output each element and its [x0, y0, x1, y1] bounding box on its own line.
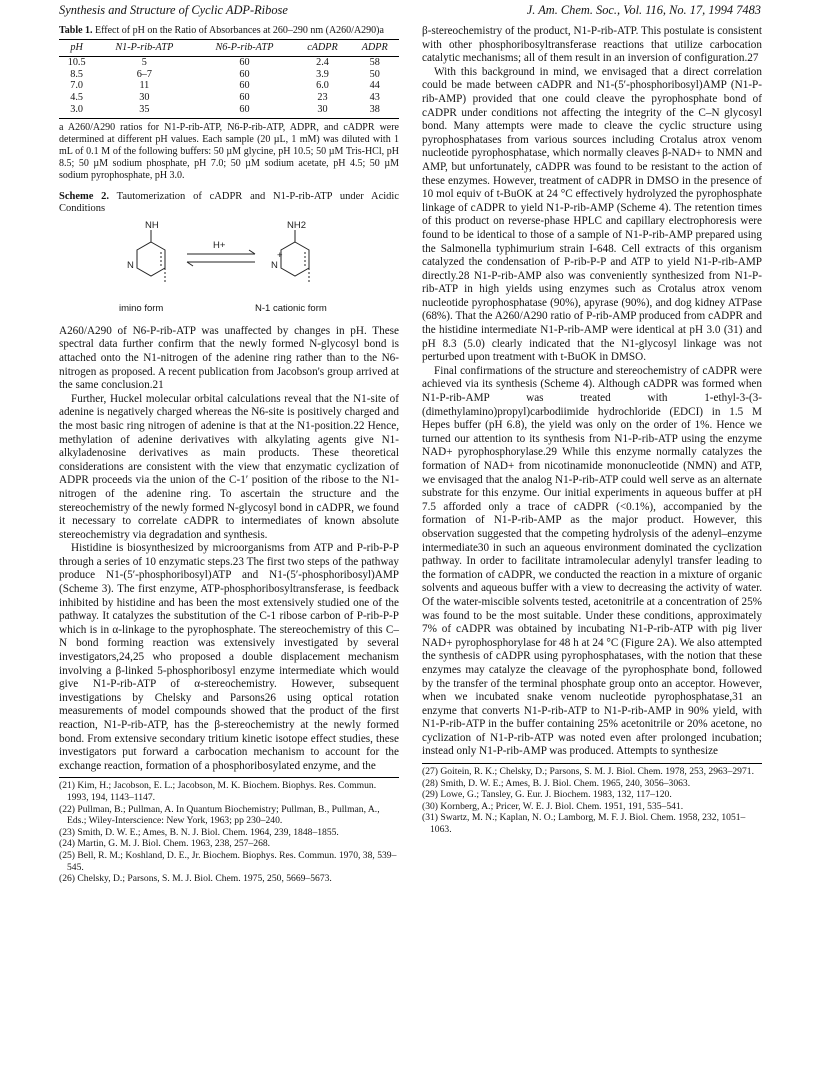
table-cell: 6–7: [136, 68, 152, 80]
imino-nh-label: NH: [145, 219, 159, 231]
scheme-caption: [59, 191, 399, 216]
reference-28: (28) Smith, D. W. E.; Ames, B. J. Biol. Chem. 1965, 240, 3056–3063.: [422, 777, 691, 789]
left-paragraph-2: Further, Huckel molecular orbital calculations reveal that the N1-site of adenine is negatively charged whereas the N6-site is positively charged and the most basic ring nitrogen of adenine is that at the N1-position.22 Hence, methylation of adenine derivatives with alkylating agents give N1-alkyladenosine derivatives as main products. These theoretical considerations are consistent with the view that enzymatic cyclization of ADPR proceeds via the union of the C-1′ position of the ribose to the N1-nitrogen of the adenine ring. To ascertain the structure and the stereochemistry of the newly formed N-glycosyl bond in cADPR, we found it necessary to correlate cADPR to intermediates of known absolute stereochemistry via degradation and synthesis.: [59, 392, 399, 541]
table-cell: 60: [239, 80, 250, 92]
reference-30: (30) Kornberg, A.; Pricer, W. E. J. Biol. Chem. 1951, 191, 535–541.: [422, 800, 684, 812]
right-paragraph-3: Final confirmations of the structure and stereochemistry of cADPR were achieved via its synthesis (Scheme 4). Although cADPR was formed when N1-P-rib-AMP was treated with 1-ethyl-3-(3-(dimethylamino)propyl)carbodiimide hydrochloride (EDCI) in 1.5 M Hepes buffer (pH 6.8), the yield was only on the order of 1%. Hence we turned our attention to its synthesis from N1-P-rib-ATP using the enzyme NAD+ pyrophosphorylase.29 While this enzyme normally catalyzes the formation of NAD+ from nicotinamide mononucleotide (NMN) and ATP, we envisaged that the analog N1-P-rib-ATP could well serve as an alternate substrate for this enzyme. Our initial experiments in aqueous buffer at pH 7.5 afforded only a trace of cADPR (<0.1%), accompanied by the formation of N1-P-rib-AMP as the major product. However, this observation suggested that the competing hydrolysis of the adenyl–enzyme intermediate30 in such an aqueous environment dominated the cyclization pathway. In order to facilitate intramolecular adenylyl transfer leading to the formation of cADPR, we conducted the reaction in a mixture of organic solvents and aqueous buffer with a view to decreasing the activity of water. Of the water-miscible solvents tested, acetonitrile at a concentration of 25% was found to be the most suitable. Under these conditions, approximately 7% of cADPR was obtained by incubating N1-P-rib-ATP with pig liver NAD+ pyrophosphorylase for 48 h at 24 °C (Figure 2A). We also attempted the synthesis of cADPR using pyrophosphatases, with the notion that these enzymes may catalyze the cleavage of the pyrophosphate bond, followed by the transfer of the terminal phosphate group onto an acceptor. However, when we incubated snake venom nucleotide pyrophosphatase,31 an enzyme that converts N1-P-rib-ATP to N1-P-rib-AMP in 90% yield, with N1-P-rib-ATP in the buffer containing 25% acetonitrile or 20% acetone, no cyclization of N1-P-rib-ATP was noted even after prolonged incubation; instead only N1-P-rib-AMP was produced. Attempts to synthesize: [422, 364, 762, 758]
ph-ratio-table: [59, 39, 399, 119]
header-title: Synthesis and Structure of Cyclic ADP-Ribose: [59, 3, 288, 17]
column-header: ADPR: [350, 40, 399, 57]
table-cell: 4.5: [70, 92, 83, 104]
reference-31: (31) Swartz, M. N.; Kaplan, N. O.; Lamborg, M. F. J. Biol. Chem. 1958, 232, 1051–1063.: [422, 812, 746, 836]
header-journal: J. Am. Chem. Soc., Vol. 116, No. 17, 1994 7483: [526, 3, 761, 17]
positive-charge: +: [277, 249, 283, 261]
column-header: N1-P-rib-ATP: [94, 40, 194, 57]
reference-24: (24) Martin, G. M. J. Biol. Chem. 1963, 238, 257–268.: [59, 838, 271, 850]
column-header: cADPR: [295, 40, 351, 57]
table-cell: 60: [239, 56, 250, 68]
table-cell: 30: [295, 104, 351, 118]
table-cell: 23: [317, 92, 328, 104]
table-row: [59, 80, 399, 92]
right-paragraph-2: With this background in mind, we envisaged that a direct correlation could be made between cADPR and N1-(5′-phosphoribosyl)AMP (N1-P-rib-AMP) provided that one could cleave the pyrophosphate bond of cADPR under conditions not affecting the integrity of the C–N glycosyl bond. Many attempts were made to cleave the cyclic structure using pyrophosphatases from various sources including Crotalus atrox venom nucleotide pyrophosphatase, which normally cleaves β-NAD+ to NMN and AMP, but unfortunately, cADPR was found to be resistant to the action of these enzymes. However, treatment of cADPR in DMSO in the presence of 10 mol equiv of t-BuOK at 24 °C effectively hydrolyzed the pyrophosphate linkage of cADPR to yield N1-P-rib-AMP (Scheme 4). The retention times of this product on reverse-phase HPLC and capillary electrophoresis were found to be identical to those of a sample of N1-P-rib-AMP prepared using the Salmonella typhimurium strain I-648. Cell extracts of this organism catalyzed the condensation of P-rib-P-P and ATP to yield N1-P-rib-AMP directly.28 N1-P-rib-AMP also was conveniently synthesized from N1-P-rib-ATP in high yields using enzymes such as Crotalus atrox venom nucleotide pyrophosphatase (90%), apyrase (90%), and dog kidney ATPase (68%). That the A260/A290 ratio of P-rib-AMP produced from cADPR and the histidine intermediate N1-P-rib-AMP were identical at pH 3.0 (31) and pH 8.3 (5.0) clearly indicated that the N1-glycosyl linkage was not perturbed upon treatment with t-BuOK in DMSO.: [422, 65, 762, 364]
table-cell: 50: [369, 68, 380, 80]
imino-ring: [137, 242, 165, 276]
table-cell: 5: [141, 56, 147, 68]
tautomerization-scheme: [59, 218, 399, 316]
table-cell: 6.0: [316, 80, 329, 92]
table-caption-text: Effect of pH on the Ratio of Absorbances at 260–290 nm (A260/A290)a: [95, 25, 384, 36]
cationic-form-label: N-1 cationic form: [255, 302, 327, 314]
cationic-n-label: N: [271, 259, 278, 271]
reference-25: (25) Bell, R. M.; Koshland, D. E., Jr. Biochem. Biophys. Res. Commun. 1970, 38, 539–545.: [59, 849, 397, 873]
reference-21: (21) Kim, H.; Jacobson, E. L.; Jacobson, M. K. Biochem. Biophys. Res. Commun. 1993, 194, 1143–1147.: [59, 780, 377, 803]
left-column: [59, 25, 399, 885]
table-footnote: a A260/A290 ratios for N1-P-rib-ATP, N6-P-rib-ATP, ADPR, and cADPR were determined at different pH values. Each sample (20 µL, 1 mM) was diluted with 1 mL of 0.1 M of the following buffers: 50 µM glycine, pH 10.5; 50 µM Tris-HCl, pH 8.5; 50 µM sodium phosphate, pH 7.0; 50 µM sodium acetate, pH 4.5; 50 µM sodium pyrophosphate, pH 3.0.: [59, 121, 399, 181]
table-cell: 60: [194, 104, 294, 118]
reverse-arrowhead: [187, 262, 193, 266]
table-header-row: [59, 40, 399, 57]
table-row: [59, 69, 399, 81]
table-cell: 60: [239, 92, 250, 104]
reference-23: (23) Smith, D. W. E.; Ames, B. N. J. Biol. Chem. 1964, 239, 1848–1855.: [59, 826, 339, 838]
left-paragraph-3: Histidine is biosynthesized by microorganisms from ATP and P-rib-P-P through a series of 10 enzymatic steps.23 The first two steps of the pathway produce N1-(5′-phosphoribosyl)ATP and N1-(5′-phosphoribosyl)AMP (Scheme 3). The first enzyme, ATP-phosphoribosyltransferase, is feedback inhibited by histidine and has been the most extensively studied one of the pathway. It catalyzes the substitution of the C-1 ribose carbon of P-rib-P-P which is in α-linkage to the pyrophosphate. The stereochemistry of this C–N bond forming reaction was extensively investigated by several investigators,24,25 who proposed a double displacement mechanism involving a β-linked 5-phosphoribosyl enzyme intermediate which would give N1-P-rib-ATP of α-stereochemistry. However, subsequent investigations by Chelsky and Parsons26 using optical rotation measurements of model compounds showed that the product of the first reaction, N1-P-rib-ATP, has the β-stereochemistry at the newly formed bond. From extensive secondary tritium kinetic isotope effect studies, these investigators put forward a carbocation mechanism to account for the exchange reaction, formation of a phosphoribosylated enzyme, and the: [59, 542, 399, 772]
column-header: N6-P-rib-ATP: [194, 40, 294, 57]
table-row: [59, 56, 399, 68]
imino-form-label: imino form: [119, 302, 164, 314]
table-cell: 35: [94, 104, 194, 118]
table-cell: 8.5: [70, 68, 83, 80]
table-cell: 10.5: [67, 56, 86, 68]
reference-29: (29) Lowe, G.; Tansley, G. Eur. J. Biochem. 1983, 132, 117–120.: [422, 789, 672, 801]
table-cell: 3.9: [316, 68, 329, 80]
column-header: pH: [59, 40, 94, 57]
right-paragraph-1: β-stereochemistry of the product, N1-P-rib-ATP. This postulate is consistent with other phosphoribosyltransferase reactions that utilize carbocation catalytic mechanisms; all of them result in an inversion of configuration.27: [422, 25, 762, 65]
table-row: [59, 92, 399, 104]
table-cell: 43: [369, 92, 380, 104]
imino-n-label: N: [127, 259, 134, 271]
proton-label: H+: [213, 239, 226, 251]
left-references: [59, 777, 399, 884]
table-cell: 2.4: [316, 56, 329, 68]
right-references: [422, 763, 762, 836]
right-column: [422, 25, 762, 836]
table-body: [59, 56, 399, 118]
forward-arrowhead: [249, 250, 255, 254]
scheme-caption-text: Tautomerization of cADPR and N1-P-rib-ATP under Acidic Conditions: [59, 190, 399, 215]
table-cell: 7.0: [70, 80, 83, 92]
left-paragraph-1: A260/A290 of N6-P-rib-ATP was unaffected by changes in pH. These spectral data further confirm that the newly formed N-glycosyl bond is attached onto the N1-nitrogen of the adenine ring rather than to the N6-nitrogen as proposed. A recent publication from Jacobson's group arrived at the same conclusion.21: [59, 324, 399, 392]
table-cell: 58: [369, 56, 380, 68]
reference-22: (22) Pullman, B.; Pullman, A. In Quantum Biochemistry; Pullman, B., Pullman, A., Eds.; Wiley-Interscience: New York, 1963; pp 230–240.: [59, 803, 380, 827]
reference-26: (26) Chelsky, D.; Parsons, S. M. J. Biol. Chem. 1975, 250, 5669–5673.: [59, 873, 332, 885]
scheme-caption-label: Scheme 2.: [59, 190, 110, 202]
table-cell: 11: [139, 80, 150, 92]
table-cell: 44: [369, 80, 380, 92]
reference-27: (27) Goitein, R. K.; Chelsky, D.; Parsons, S. M. J. Biol. Chem. 1978, 253, 2963–2971.: [422, 766, 754, 778]
table-caption-label: Table 1.: [59, 25, 93, 36]
table-cell: 3.0: [59, 104, 94, 118]
table-caption: [59, 25, 399, 37]
scheme-structures: [59, 218, 399, 316]
table-row: [59, 104, 399, 118]
cationic-nh2-label: NH2: [287, 219, 307, 231]
table-cell: 30: [139, 92, 150, 104]
cationic-ring: [281, 242, 309, 276]
running-header: [59, 3, 761, 21]
table-cell: 38: [350, 104, 399, 118]
table-cell: 60: [239, 68, 250, 80]
